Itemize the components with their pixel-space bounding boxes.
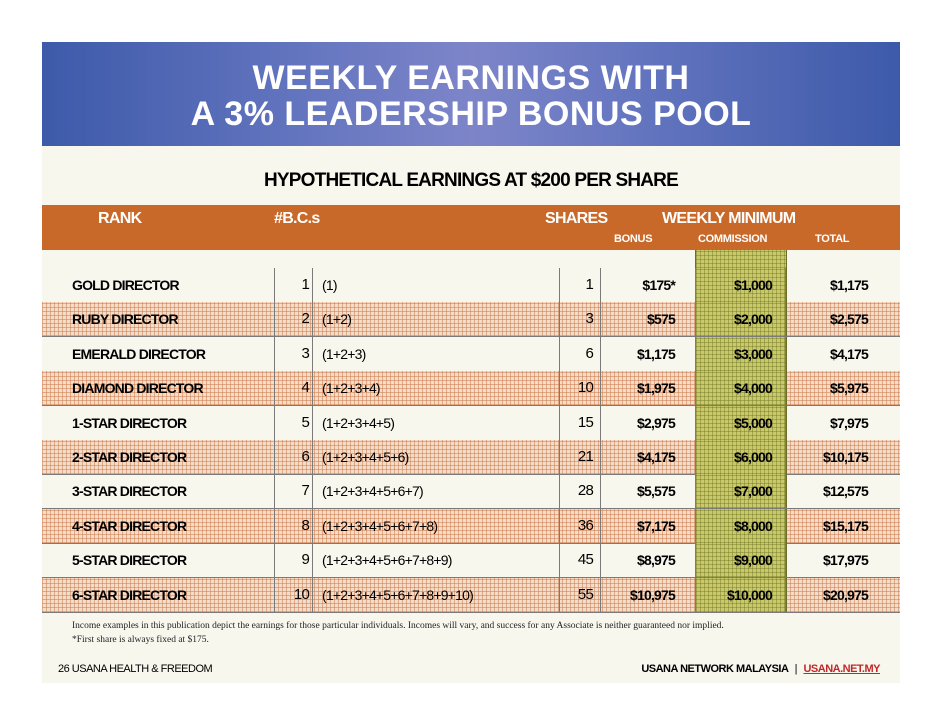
shares-cell: 6 bbox=[585, 344, 593, 362]
shares-cell: 36 bbox=[577, 516, 593, 534]
column-divider bbox=[312, 302, 313, 336]
title-line-1: WEEKLY EARNINGS WITH bbox=[252, 59, 690, 97]
table-row bbox=[42, 406, 900, 441]
column-divider bbox=[600, 371, 601, 405]
column-divider bbox=[785, 371, 786, 405]
bcs-cell: 6 bbox=[301, 448, 309, 465]
column-divider bbox=[695, 268, 696, 302]
column-divider bbox=[312, 474, 313, 508]
bonus-cell: $4,175 bbox=[636, 449, 675, 465]
column-divider bbox=[312, 440, 313, 474]
bcs-formula-cell: (1+2+3+4+5+6+7+8+9) bbox=[322, 552, 452, 569]
bcs-formula-cell: (1+2+3+4+5+6+7+8+9+10) bbox=[322, 586, 473, 603]
total-cell: $2,575 bbox=[829, 311, 868, 328]
shares-cell: 21 bbox=[577, 448, 593, 465]
bonus-cell: $1,175 bbox=[636, 345, 675, 362]
column-divider bbox=[600, 509, 601, 543]
commission-cell: $8,000 bbox=[733, 517, 772, 534]
title-band bbox=[42, 42, 900, 146]
column-divider bbox=[695, 302, 696, 336]
column-divider bbox=[312, 337, 313, 371]
bcs-formula-cell: (1) bbox=[322, 277, 337, 293]
column-divider bbox=[600, 474, 601, 508]
table-row bbox=[42, 302, 900, 337]
column-divider bbox=[274, 578, 275, 612]
column-divider bbox=[785, 474, 786, 508]
column-divider bbox=[274, 474, 275, 508]
table-row bbox=[42, 440, 900, 475]
disclaimer-line-1: Income examples in this publication depict the earnings for those particular individuals. Incomes will vary, and success for any Associate is neither guaranteed nor implied. bbox=[72, 621, 724, 631]
bcs-cell: 4 bbox=[301, 379, 309, 397]
rank-cell: 1-STAR DIRECTOR bbox=[72, 414, 187, 431]
rank-cell: GOLD DIRECTOR bbox=[72, 277, 179, 293]
rank-cell: 2-STAR DIRECTOR bbox=[72, 449, 187, 465]
total-cell: $1,175 bbox=[829, 277, 868, 293]
footer-separator: | bbox=[794, 663, 797, 675]
column-divider bbox=[785, 440, 786, 474]
column-divider bbox=[274, 337, 275, 371]
table-row bbox=[42, 474, 900, 509]
column-divider bbox=[312, 371, 313, 405]
commission-cell: $10,000 bbox=[726, 586, 772, 603]
rank-cell: DIAMOND DIRECTOR bbox=[72, 380, 203, 397]
column-divider bbox=[312, 406, 313, 440]
column-divider bbox=[695, 509, 696, 543]
commission-cell: $1,000 bbox=[733, 277, 772, 293]
column-divider bbox=[600, 543, 601, 577]
column-divider bbox=[274, 371, 275, 405]
commission-cell: $5,000 bbox=[733, 414, 772, 431]
bcs-formula-cell: (1+2+3) bbox=[322, 345, 366, 362]
column-divider bbox=[695, 474, 696, 508]
footer-page-label: 26 USANA HEALTH & FREEDOM bbox=[58, 663, 213, 675]
slide bbox=[42, 42, 900, 683]
table-row bbox=[42, 578, 900, 613]
title-line-2: A 3% LEADERSHIP BONUS POOL bbox=[190, 95, 752, 133]
column-divider bbox=[600, 406, 601, 440]
page-title bbox=[42, 60, 900, 132]
column-divider bbox=[695, 440, 696, 474]
disclaimer-line-2: *First share is always fixed at $175. bbox=[72, 635, 209, 645]
header-weekly-minimum: WEEKLY MINIMUM bbox=[662, 210, 796, 227]
bonus-cell: $7,175 bbox=[636, 517, 675, 534]
bonus-cell: $175* bbox=[642, 277, 675, 293]
shares-cell: 10 bbox=[577, 379, 593, 397]
bcs-cell: 10 bbox=[293, 585, 309, 603]
column-divider bbox=[785, 406, 786, 440]
table-header bbox=[42, 205, 900, 250]
bcs-cell: 5 bbox=[301, 413, 309, 431]
bcs-cell: 2 bbox=[301, 310, 309, 328]
total-cell: $17,975 bbox=[822, 552, 868, 569]
table-row bbox=[42, 509, 900, 544]
header-rank: RANK bbox=[98, 210, 142, 227]
commission-cell: $9,000 bbox=[733, 552, 772, 569]
table-row bbox=[42, 337, 900, 372]
bcs-formula-cell: (1+2+3+4+5+6) bbox=[322, 449, 409, 465]
total-cell: $10,175 bbox=[822, 449, 868, 465]
column-divider bbox=[695, 371, 696, 405]
footer-website-link[interactable]: USANA.NET.MY bbox=[803, 663, 880, 675]
bcs-formula-cell: (1+2+3+4+5+6+7) bbox=[322, 483, 423, 500]
total-cell: $7,975 bbox=[829, 414, 868, 431]
bonus-cell: $575 bbox=[647, 311, 675, 328]
bcs-cell: 8 bbox=[301, 516, 309, 534]
header-bcs: #B.C.s bbox=[274, 210, 320, 227]
column-divider bbox=[785, 543, 786, 577]
shares-cell: 3 bbox=[585, 310, 593, 328]
shares-cell: 45 bbox=[577, 551, 593, 569]
column-divider bbox=[695, 337, 696, 371]
rank-cell: EMERALD DIRECTOR bbox=[72, 345, 206, 362]
bonus-cell: $10,975 bbox=[629, 586, 675, 603]
rank-cell: 6-STAR DIRECTOR bbox=[72, 586, 187, 603]
column-divider bbox=[695, 406, 696, 440]
column-divider bbox=[600, 440, 601, 474]
footer-network-name: USANA NETWORK MALAYSIA bbox=[641, 663, 788, 675]
bcs-cell: 7 bbox=[301, 482, 309, 500]
column-divider bbox=[274, 302, 275, 336]
bonus-cell: $1,975 bbox=[636, 380, 675, 397]
bonus-cell: $5,575 bbox=[636, 483, 675, 500]
shares-cell: 28 bbox=[577, 482, 593, 500]
commission-cell: $7,000 bbox=[733, 483, 772, 500]
column-divider bbox=[695, 578, 696, 612]
total-cell: $20,975 bbox=[822, 586, 868, 603]
column-divider bbox=[274, 440, 275, 474]
rank-cell: 3-STAR DIRECTOR bbox=[72, 483, 187, 500]
rank-cell: RUBY DIRECTOR bbox=[72, 311, 178, 328]
header-shares: SHARES bbox=[545, 210, 608, 227]
bcs-formula-cell: (1+2+3+4+5) bbox=[322, 414, 395, 431]
column-divider bbox=[274, 268, 275, 302]
commission-cell: $4,000 bbox=[733, 380, 772, 397]
shares-cell: 55 bbox=[577, 585, 593, 603]
column-divider bbox=[312, 543, 313, 577]
footer-right bbox=[641, 663, 880, 675]
bcs-cell: 9 bbox=[301, 551, 309, 569]
shares-cell: 1 bbox=[585, 276, 593, 293]
column-divider bbox=[312, 509, 313, 543]
shares-cell: 15 bbox=[577, 413, 593, 431]
header-commission: COMMISSION bbox=[698, 233, 768, 245]
column-divider bbox=[695, 543, 696, 577]
bonus-cell: $8,975 bbox=[636, 552, 675, 569]
table-row bbox=[42, 268, 900, 303]
table-row bbox=[42, 543, 900, 578]
bcs-formula-cell: (1+2+3+4+5+6+7+8) bbox=[322, 517, 438, 534]
column-divider bbox=[600, 302, 601, 336]
total-cell: $12,575 bbox=[822, 483, 868, 500]
commission-cell: $2,000 bbox=[733, 311, 772, 328]
column-divider bbox=[785, 268, 786, 302]
rank-cell: 4-STAR DIRECTOR bbox=[72, 517, 187, 534]
column-divider bbox=[274, 406, 275, 440]
header-total: TOTAL bbox=[815, 233, 850, 245]
total-cell: $4,175 bbox=[829, 345, 868, 362]
bcs-cell: 3 bbox=[301, 344, 309, 362]
table-row bbox=[42, 371, 900, 406]
column-divider bbox=[312, 578, 313, 612]
rank-cell: 5-STAR DIRECTOR bbox=[72, 552, 187, 569]
column-divider bbox=[785, 578, 786, 612]
column-divider bbox=[785, 509, 786, 543]
header-bonus: BONUS bbox=[614, 233, 653, 245]
column-divider bbox=[785, 337, 786, 371]
bcs-formula-cell: (1+2) bbox=[322, 311, 352, 328]
bcs-cell: 1 bbox=[301, 276, 309, 293]
column-divider bbox=[785, 302, 786, 336]
column-divider bbox=[312, 268, 313, 302]
total-cell: $5,975 bbox=[829, 380, 868, 397]
column-divider bbox=[274, 543, 275, 577]
total-cell: $15,175 bbox=[822, 517, 868, 534]
bonus-cell: $2,975 bbox=[636, 414, 675, 431]
disclaimer bbox=[72, 619, 892, 647]
commission-cell: $6,000 bbox=[733, 449, 772, 465]
column-divider bbox=[600, 268, 601, 302]
column-divider bbox=[600, 337, 601, 371]
bcs-formula-cell: (1+2+3+4) bbox=[322, 380, 380, 397]
subtitle: HYPOTHETICAL EARNINGS AT $200 PER SHARE bbox=[264, 170, 678, 191]
commission-cell: $3,000 bbox=[733, 345, 772, 362]
column-divider bbox=[274, 509, 275, 543]
column-divider bbox=[600, 578, 601, 612]
